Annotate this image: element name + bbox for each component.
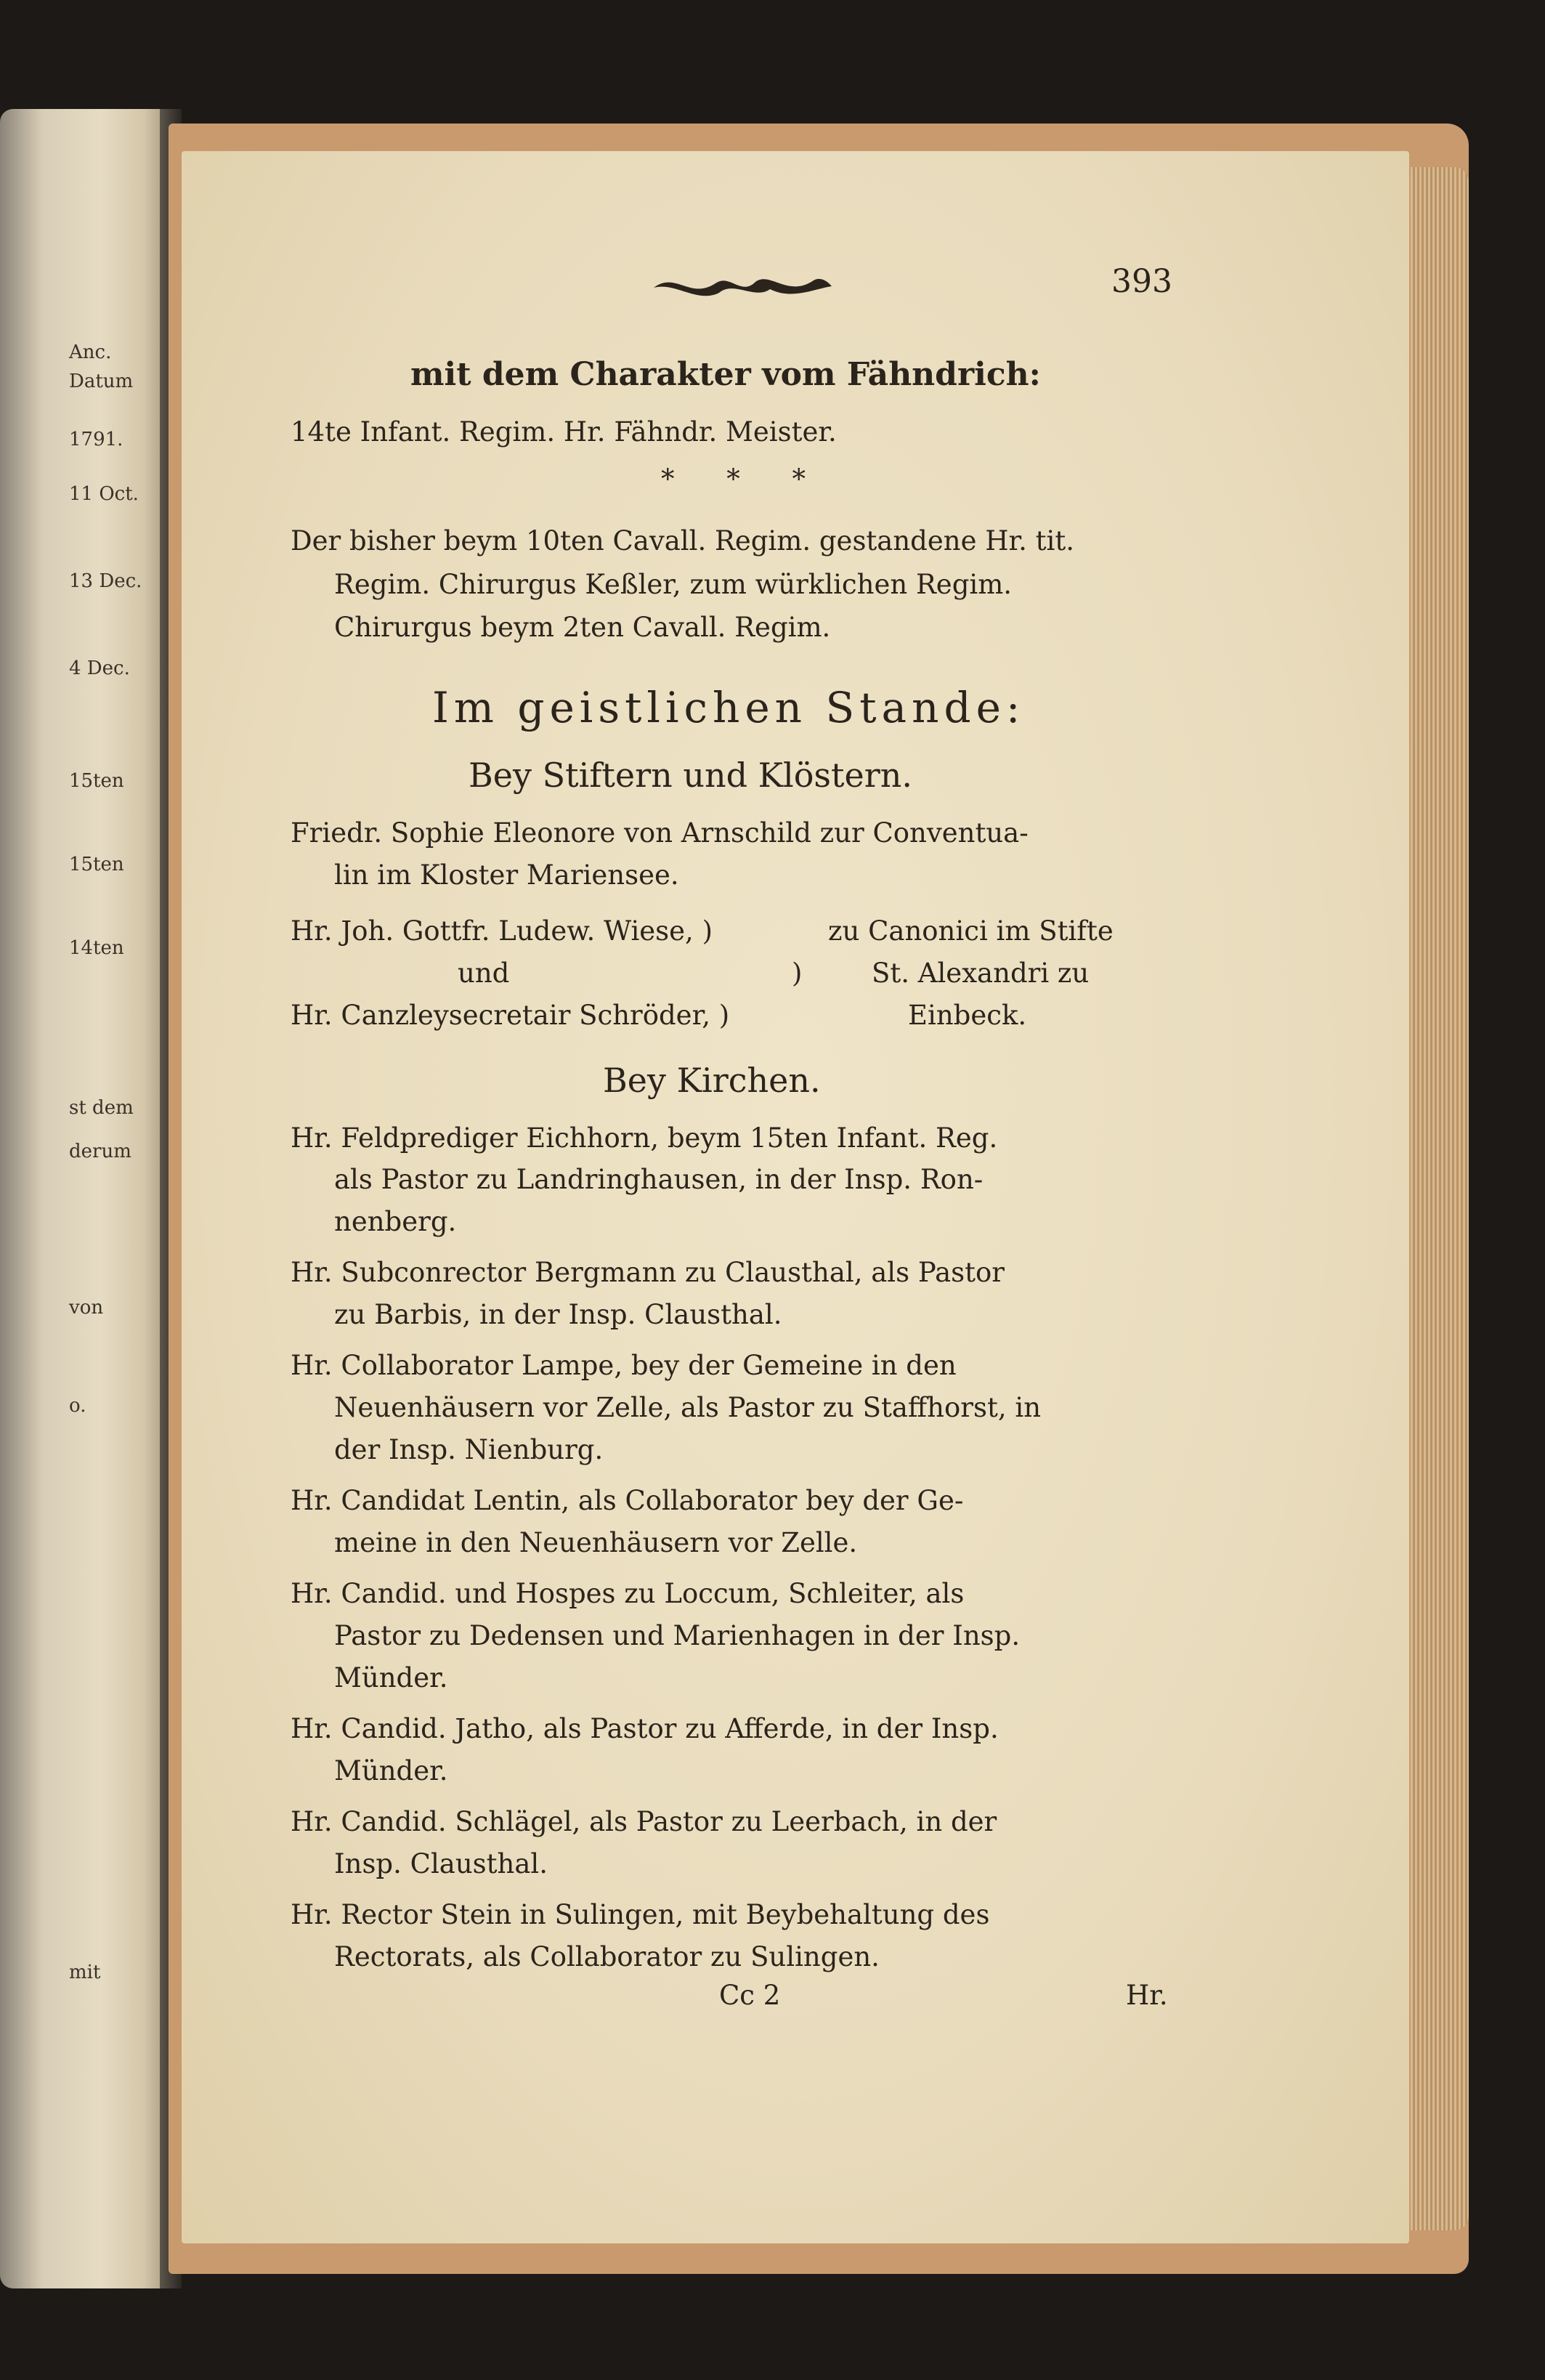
entry-line: Hr. Rector Stein in Sulingen, mit Beybehaltung des	[291, 1899, 990, 1930]
margin-note: 13 Dec.	[69, 570, 142, 592]
header-ornament-icon	[646, 267, 835, 304]
entry-line: als Pastor zu Landringhausen, in der Insp. Ron-	[334, 1164, 984, 1195]
margin-note: 1791.	[69, 429, 123, 450]
page-number: 393	[1111, 263, 1172, 300]
margin-note: st dem	[69, 1097, 134, 1119]
subsection-kirchen: Bey Kirchen.	[603, 1061, 821, 1100]
entry-line: meine in den Neuenhäusern vor Zelle.	[334, 1527, 858, 1558]
entry-line: Der bisher beym 10ten Cavall. Regim. gestandene Hr. tit.	[291, 525, 1074, 556]
entry-line: Friedr. Sophie Eleonore von Arnschild zur Conventua-	[291, 817, 1029, 849]
margin-note: derum	[69, 1141, 131, 1162]
section-title: Im geistlichen Stande:	[432, 683, 1026, 732]
margin-note: 14ten	[69, 937, 124, 959]
stift-right-line: Einbeck.	[908, 1000, 1027, 1031]
margin-note: 15ten	[69, 854, 124, 875]
margin-note: Datum	[69, 371, 134, 392]
subsection-stiftern: Bey Stiftern und Klöstern.	[469, 756, 912, 795]
entry-line: Pastor zu Dedensen und Marienhagen in der Insp.	[334, 1620, 1021, 1651]
stift-right-line: zu Canonici im Stifte	[828, 915, 1114, 947]
entry-line: der Insp. Nienburg.	[334, 1434, 604, 1465]
stift-right-line: St. Alexandri zu	[872, 958, 1090, 989]
catchword: Hr.	[1126, 1980, 1168, 2011]
entry-line: Hr. Candid. Schlägel, als Pastor zu Leerbach, in der	[291, 1806, 997, 1837]
entry-infant: 14te Infant. Regim. Hr. Fähndr. Meister.	[291, 416, 837, 448]
entry-line: Hr. Collaborator Lampe, bey der Gemeine in den	[291, 1350, 957, 1381]
signature-mark: Cc 2	[719, 1980, 781, 2011]
page-edge	[1411, 167, 1469, 2230]
entry-line: Hr. Feldprediger Eichhorn, beym 15ten Infant. Reg.	[291, 1122, 998, 1154]
entry-line: Regim. Chirurgus Keßler, zum würklichen Regim.	[334, 569, 1013, 600]
margin-note: mit	[69, 1962, 101, 1983]
margin-note: o.	[69, 1395, 86, 1417]
entry-line: Hr. Candidat Lentin, als Collaborator bey der Ge-	[291, 1485, 964, 1516]
entry-line: Hr. Candid. Jatho, als Pastor zu Afferde, in der Insp.	[291, 1713, 999, 1744]
entry-line: lin im Kloster Mariensee.	[334, 859, 679, 891]
heading-charakter: mit dem Charakter vom Fähndrich:	[410, 356, 1041, 393]
margin-note: 11 Oct.	[69, 483, 139, 505]
margin-note: von	[69, 1297, 104, 1319]
margin-note: 4 Dec.	[69, 657, 130, 679]
asterisks-divider: * * *	[661, 464, 828, 495]
entry-line: Münder.	[334, 1755, 448, 1786]
entry-line: Rectorats, als Collaborator zu Sulingen.	[334, 1941, 880, 1972]
entry-line: Münder.	[334, 1662, 448, 1693]
entry-line: Hr. Candid. und Hospes zu Loccum, Schleiter, als	[291, 1578, 965, 1609]
stift-left-line: Hr. Joh. Gottfr. Ludew. Wiese, )	[291, 915, 713, 947]
margin-note: Anc.	[69, 341, 112, 363]
stift-left-line: und	[458, 958, 510, 989]
entry-line: nenberg.	[334, 1206, 457, 1237]
entry-line: Hr. Subconrector Bergmann zu Clausthal, als Pastor	[291, 1257, 1005, 1288]
entry-line: zu Barbis, in der Insp. Clausthal.	[334, 1299, 782, 1330]
stift-left-line: Hr. Canzleysecretair Schröder, )	[291, 1000, 730, 1031]
stift-bracket: )	[792, 958, 803, 989]
margin-note: 15ten	[69, 770, 124, 792]
left-page-margin-notes	[69, 334, 163, 2078]
entry-line: Neuenhäusern vor Zelle, als Pastor zu Staffhorst, in	[334, 1392, 1042, 1423]
entry-line: Insp. Clausthal.	[334, 1848, 548, 1879]
entry-line: Chirurgus beym 2ten Cavall. Regim.	[334, 612, 831, 643]
